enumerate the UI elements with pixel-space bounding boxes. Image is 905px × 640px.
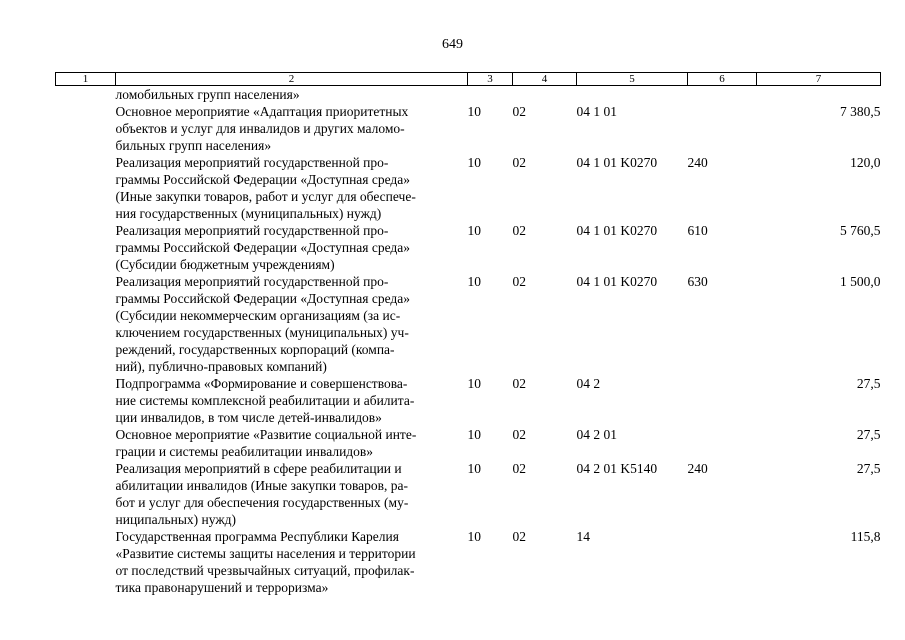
description-line: Основное мероприятие «Развитие социальной инте- xyxy=(115,427,417,442)
section-code xyxy=(468,86,513,104)
description-line: граммы Российской Федерации «Доступная среда» xyxy=(115,291,411,306)
section-code: 10 xyxy=(467,427,481,442)
column-number: 3 xyxy=(468,73,513,86)
description-line: грации и системы реабилитации инвалидов» xyxy=(115,444,374,459)
amount: 7 380,5 xyxy=(840,104,881,119)
subsection-code: 02 xyxy=(512,223,526,238)
description-line: Государственная программа Республики Карелия xyxy=(115,529,399,544)
subsection-code xyxy=(513,86,577,104)
target-article-code xyxy=(577,86,688,104)
table-row xyxy=(56,86,881,104)
description-line: Реализация мероприятий государственной про- xyxy=(115,274,389,289)
section-code: 10 xyxy=(467,529,481,544)
expense-type-code xyxy=(688,103,757,154)
description-line: абилитации инвалидов (Иные закупки товаров, ра- xyxy=(115,478,408,493)
description-line: ции инвалидов, в том числе детей-инвалидов» xyxy=(115,410,382,425)
row-number-cell xyxy=(56,273,116,375)
description-line: ния государственных (муниципальных) нужд) xyxy=(115,206,382,221)
subsection-code: 02 xyxy=(512,274,526,289)
expense-type-code: 240 xyxy=(687,461,708,476)
description-line: Реализация мероприятий государственной про- xyxy=(115,223,389,238)
subsection-code: 02 xyxy=(512,155,526,170)
column-number-header xyxy=(56,73,881,86)
table-row xyxy=(56,273,881,375)
table-row xyxy=(56,375,881,426)
target-article-code: 04 1 01 K0270 xyxy=(576,155,658,170)
description-line: бот и услуг для обеспечения государственных (му- xyxy=(115,495,409,510)
row-description xyxy=(116,154,468,222)
section-code: 10 xyxy=(467,461,481,476)
row-description xyxy=(116,426,468,460)
expense-type-code: 630 xyxy=(687,274,708,289)
expense-type-code xyxy=(688,426,757,460)
subsection-code: 02 xyxy=(512,461,526,476)
target-article-code: 04 2 01 xyxy=(576,427,617,442)
expense-type-code xyxy=(688,86,757,104)
description-line: Основное мероприятие «Адаптация приоритетных xyxy=(115,104,409,119)
section-code: 10 xyxy=(467,223,481,238)
expense-type-code xyxy=(688,528,757,596)
description-line: граммы Российской Федерации «Доступная среда» xyxy=(115,172,411,187)
budget-table xyxy=(55,72,881,596)
amount: 27,5 xyxy=(856,376,881,391)
row-description xyxy=(116,375,468,426)
target-article-code: 04 2 01 K5140 xyxy=(576,461,658,476)
amount: 27,5 xyxy=(856,461,881,476)
description-line: бильных групп населения» xyxy=(115,138,272,153)
section-code: 10 xyxy=(467,376,481,391)
target-article-code: 04 2 xyxy=(576,376,601,391)
amount: 115,8 xyxy=(850,529,881,544)
subsection-code: 02 xyxy=(512,376,526,391)
description-line: Реализация мероприятий государственной про- xyxy=(115,155,389,170)
row-description xyxy=(116,103,468,154)
table-row xyxy=(56,222,881,273)
amount xyxy=(757,86,881,104)
column-number: 2 xyxy=(116,73,468,86)
amount: 27,5 xyxy=(856,427,881,442)
subsection-code: 02 xyxy=(512,104,526,119)
row-number-cell xyxy=(56,154,116,222)
table-row xyxy=(56,103,881,154)
column-number: 5 xyxy=(577,73,688,86)
description-line: Подпрограмма «Формирование и совершенствова- xyxy=(115,376,408,391)
row-description xyxy=(116,528,468,596)
description-line: (Субсидии некоммерческим организациям (за ис- xyxy=(115,308,401,323)
expense-type-code: 240 xyxy=(687,155,708,170)
description-line: ниципальных) нужд) xyxy=(115,512,237,527)
target-article-code: 04 1 01 xyxy=(576,104,617,119)
expense-type-code: 610 xyxy=(687,223,708,238)
description-line: (Иные закупки товаров, работ и услуг для обеспече- xyxy=(115,189,416,204)
table-row xyxy=(56,426,881,460)
description-line: тика правонарушений и терроризма» xyxy=(115,580,329,595)
row-description xyxy=(116,460,468,528)
row-number-cell xyxy=(56,426,116,460)
row-number-cell xyxy=(56,528,116,596)
description-line: Реализация мероприятий в сфере реабилитации и xyxy=(115,461,402,476)
row-description xyxy=(116,86,468,104)
row-description xyxy=(116,222,468,273)
subsection-code: 02 xyxy=(512,427,526,442)
amount: 120,0 xyxy=(850,155,881,170)
section-code: 10 xyxy=(467,104,481,119)
amount: 5 760,5 xyxy=(840,223,881,238)
description-line: от последствий чрезвычайных ситуаций, профилак- xyxy=(115,563,415,578)
row-description xyxy=(116,273,468,375)
description-line: граммы Российской Федерации «Доступная среда» xyxy=(115,240,411,255)
row-number-cell xyxy=(56,375,116,426)
table-row xyxy=(56,528,881,596)
row-number-cell xyxy=(56,222,116,273)
page-number: 649 xyxy=(442,37,463,52)
description-line: ний), публично-правовых компаний) xyxy=(115,359,327,374)
column-number: 4 xyxy=(513,73,577,86)
description-line: (Субсидии бюджетным учреждениям) xyxy=(115,257,335,272)
description-line: объектов и услуг для инвалидов и других маломо- xyxy=(115,121,405,136)
row-number-cell xyxy=(56,86,116,104)
row-number-cell xyxy=(56,460,116,528)
amount: 1 500,0 xyxy=(840,274,881,289)
column-number: 1 xyxy=(56,73,116,86)
column-number: 7 xyxy=(757,73,881,86)
expense-type-code xyxy=(688,375,757,426)
section-code: 10 xyxy=(467,274,481,289)
description-line: реждений, государственных корпораций (компа- xyxy=(115,342,395,357)
row-number-cell xyxy=(56,103,116,154)
column-number: 6 xyxy=(688,73,757,86)
description-line: «Развитие системы защиты населения и территории xyxy=(115,546,416,561)
subsection-code: 02 xyxy=(512,529,526,544)
table-row xyxy=(56,460,881,528)
target-article-code: 04 1 01 K0270 xyxy=(576,274,658,289)
target-article-code: 04 1 01 K0270 xyxy=(576,223,658,238)
section-code: 10 xyxy=(467,155,481,170)
description-line: ключением государственных (муниципальных) уч- xyxy=(115,325,409,340)
description-line: ние системы комплексной реабилитации и абилита- xyxy=(115,393,415,408)
table-row xyxy=(56,154,881,222)
target-article-code: 14 xyxy=(576,529,590,544)
description-line: ломобильных групп населения» xyxy=(115,87,300,102)
